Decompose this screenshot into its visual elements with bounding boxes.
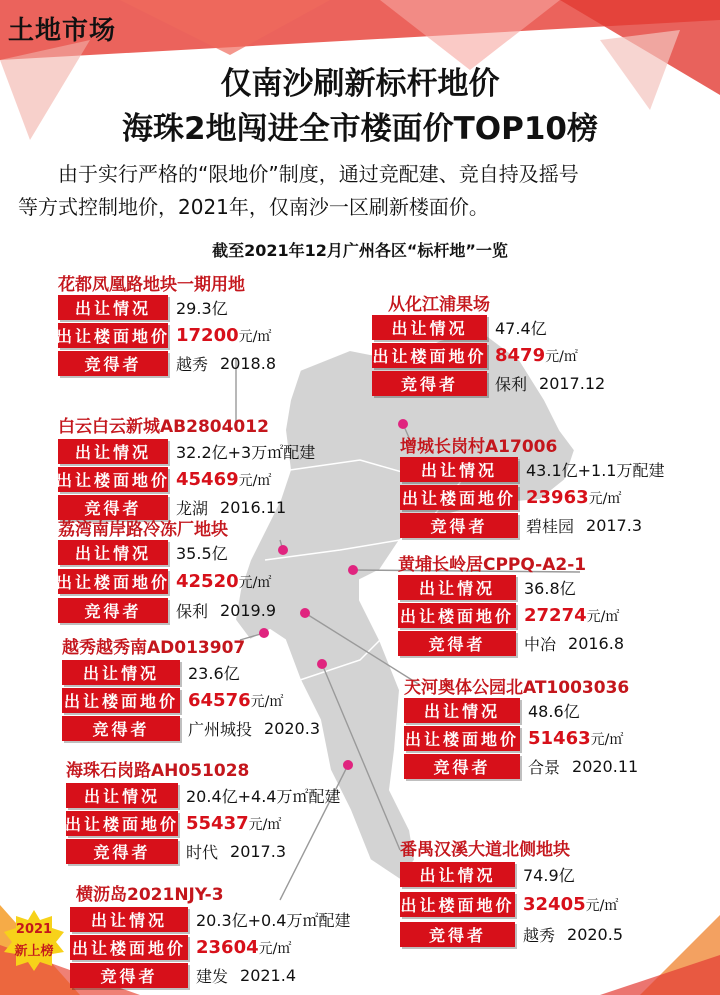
winner-value: 中冶 bbox=[524, 635, 557, 654]
deal-value: 36.8亿 bbox=[524, 579, 576, 598]
price-value: 32405 bbox=[523, 894, 586, 915]
winner-label: 竞得者 bbox=[372, 371, 487, 396]
winner-date: 2019.9 bbox=[220, 601, 276, 620]
winner-value: 保利 bbox=[495, 375, 528, 394]
price-unit: 元/㎡ bbox=[545, 349, 578, 365]
deal-label: 出让情况 bbox=[58, 540, 168, 565]
winner-value: 广州城投 bbox=[188, 720, 253, 739]
price-label: 出让楼面地价 bbox=[58, 467, 168, 492]
winner-label: 竞得者 bbox=[398, 631, 516, 656]
price-label: 出让楼面地价 bbox=[404, 726, 520, 751]
winner-value: 合景 bbox=[528, 758, 561, 777]
winner-value: 越秀 bbox=[176, 355, 209, 374]
deal-label: 出让情况 bbox=[58, 439, 168, 464]
price-value: 17200 bbox=[176, 325, 239, 346]
price-value: 64576 bbox=[188, 690, 251, 711]
price-label: 出让楼面地价 bbox=[372, 343, 487, 368]
price-unit: 元/㎡ bbox=[585, 898, 619, 914]
chart-subtitle: 截至2021年12月广州各区“标杆地”一览 bbox=[212, 241, 508, 260]
deal-value: 20.4亿+4.4万㎡配建 bbox=[186, 787, 341, 806]
winner-value: 时代 bbox=[186, 843, 219, 862]
price-value: 23963 bbox=[526, 487, 589, 508]
land-name: 越秀越秀南AD013907 bbox=[62, 638, 246, 658]
winner-value: 越秀 bbox=[523, 926, 556, 945]
winner-date: 2020.11 bbox=[572, 757, 639, 776]
winner-label: 竞得者 bbox=[404, 754, 520, 779]
winner-label: 竞得者 bbox=[70, 963, 188, 988]
land-name: 横沥岛2021NJY-3 bbox=[76, 885, 224, 905]
deal-value: 35.5亿 bbox=[176, 544, 228, 563]
page-title-line2: 海珠2地闯进全市楼面价TOP10榜 bbox=[122, 111, 598, 147]
deal-value: 43.1亿+1.1万配建 bbox=[526, 461, 665, 480]
winner-value: 碧桂园 bbox=[526, 517, 575, 536]
winner-label: 竞得者 bbox=[66, 839, 178, 864]
price-value: 51463 bbox=[528, 728, 591, 749]
winner-label: 竞得者 bbox=[58, 598, 168, 623]
price-value: 23604 bbox=[196, 937, 259, 958]
land-name: 黄埔长岭居CPPQ-A2-1 bbox=[398, 555, 587, 575]
price-unit: 元/㎡ bbox=[238, 329, 272, 345]
deal-value: 74.9亿 bbox=[523, 866, 575, 885]
land-name: 天河奥体公园北AT1003036 bbox=[404, 678, 630, 698]
price-label: 出让楼面地价 bbox=[66, 811, 178, 836]
land-name: 白云白云新城AB2804012 bbox=[58, 417, 269, 437]
price-unit: 元/㎡ bbox=[248, 817, 282, 833]
price-unit: 元/㎡ bbox=[258, 941, 292, 957]
page-title-line1: 仅南沙刷新标杆地价 bbox=[220, 66, 500, 102]
section-tag: 土地市场 bbox=[8, 16, 117, 46]
price-unit: 元/㎡ bbox=[590, 732, 624, 748]
price-unit: 元/㎡ bbox=[238, 473, 272, 489]
land-name: 荔湾南岸路冷冻厂地块 bbox=[58, 520, 228, 540]
land-name: 番禺汉溪大道北侧地块 bbox=[400, 840, 570, 860]
price-label: 出让楼面地价 bbox=[58, 323, 168, 348]
price-label: 出让楼面地价 bbox=[400, 485, 518, 510]
price-unit: 元/㎡ bbox=[250, 694, 284, 710]
deal-label: 出让情况 bbox=[398, 575, 516, 600]
price-label: 出让楼面地价 bbox=[398, 603, 516, 628]
deal-value: 32.2亿+3万㎡配建 bbox=[176, 443, 316, 462]
price-unit: 元/㎡ bbox=[586, 609, 620, 625]
badge-label: 新上榜 bbox=[14, 944, 54, 959]
deal-label: 出让情况 bbox=[66, 783, 178, 808]
land-name: 花都凤凰路地块一期用地 bbox=[58, 275, 245, 295]
price-unit: 元/㎡ bbox=[588, 491, 622, 507]
price-value: 8479 bbox=[495, 345, 546, 366]
intro-line1: 由于实行严格的“限地价”制度，通过竞配建、竞自持及摇号 bbox=[58, 162, 579, 186]
deal-value: 48.6亿 bbox=[528, 702, 580, 721]
price-label: 出让楼面地价 bbox=[62, 688, 180, 713]
winner-value: 保利 bbox=[176, 602, 209, 621]
deal-value: 23.6亿 bbox=[188, 664, 240, 683]
winner-label: 竞得者 bbox=[58, 351, 168, 376]
badge-year: 2021 bbox=[15, 922, 53, 937]
winner-date: 2017.12 bbox=[539, 374, 606, 393]
winner-value: 龙湖 bbox=[176, 499, 209, 518]
price-label: 出让楼面地价 bbox=[400, 892, 515, 917]
winner-label: 竞得者 bbox=[58, 495, 168, 520]
price-value: 45469 bbox=[176, 469, 239, 490]
price-value: 55437 bbox=[186, 813, 249, 834]
deal-label: 出让情况 bbox=[58, 295, 168, 320]
price-value: 42520 bbox=[176, 571, 239, 592]
winner-date: 2018.8 bbox=[220, 354, 276, 373]
price-unit: 元/㎡ bbox=[238, 575, 272, 591]
deal-label: 出让情况 bbox=[372, 315, 487, 340]
winner-date: 2017.3 bbox=[586, 516, 642, 535]
deal-value: 47.4亿 bbox=[495, 319, 547, 338]
winner-value: 建发 bbox=[196, 967, 229, 986]
intro-line2: 等方式控制地价，2021年，仅南沙一区刷新楼面价。 bbox=[18, 195, 489, 219]
price-label: 出让楼面地价 bbox=[70, 935, 188, 960]
winner-date: 2020.5 bbox=[567, 925, 623, 944]
winner-date: 2017.3 bbox=[230, 842, 286, 861]
land-name: 海珠石岗路AH051028 bbox=[66, 761, 250, 781]
deal-value: 29.3亿 bbox=[176, 299, 228, 318]
deal-label: 出让情况 bbox=[404, 698, 520, 723]
land-name: 从化江浦果场 bbox=[388, 295, 490, 315]
winner-label: 竞得者 bbox=[62, 716, 180, 741]
winner-date: 2016.11 bbox=[220, 498, 287, 517]
deal-label: 出让情况 bbox=[400, 862, 515, 887]
price-value: 27274 bbox=[524, 605, 587, 626]
winner-date: 2021.4 bbox=[240, 966, 296, 985]
deal-value: 20.3亿+0.4万㎡配建 bbox=[196, 911, 351, 930]
winner-label: 竞得者 bbox=[400, 513, 518, 538]
winner-date: 2020.3 bbox=[264, 719, 320, 738]
deal-label: 出让情况 bbox=[62, 660, 180, 685]
winner-label: 竞得者 bbox=[400, 922, 515, 947]
price-label: 出让楼面地价 bbox=[58, 569, 168, 594]
land-name: 增城长岗村A17006 bbox=[400, 437, 558, 457]
winner-date: 2016.8 bbox=[568, 634, 624, 653]
deal-label: 出让情况 bbox=[70, 907, 188, 932]
deal-label: 出让情况 bbox=[400, 457, 518, 482]
